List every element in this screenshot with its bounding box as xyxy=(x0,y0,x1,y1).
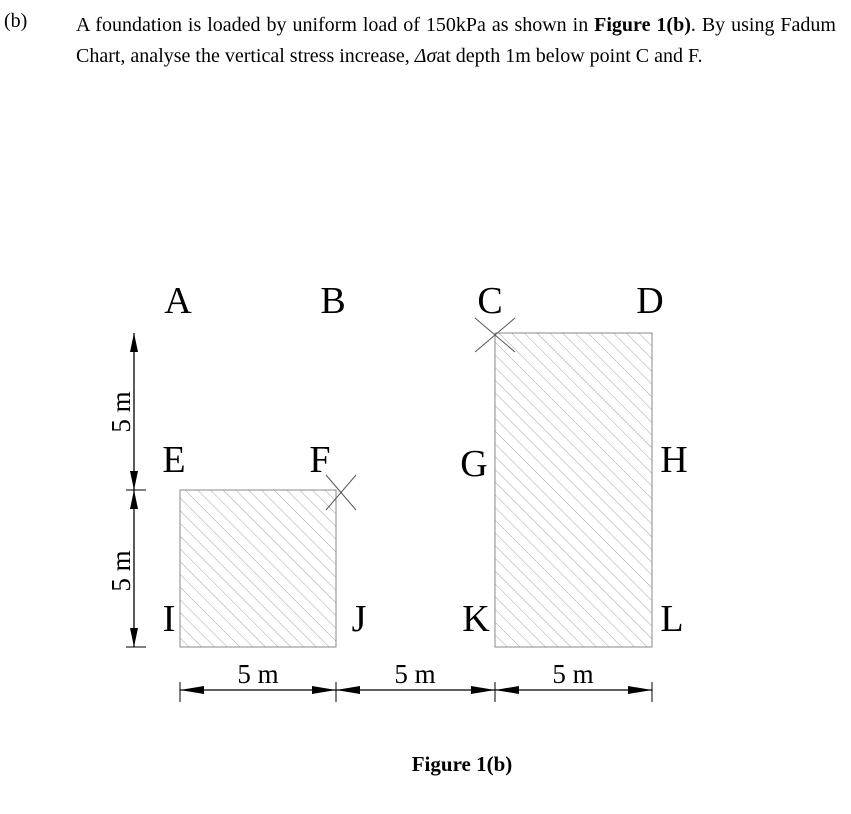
point-label-d: D xyxy=(636,280,664,322)
dim-bottom-1: 5 m xyxy=(237,659,279,689)
point-label-h: H xyxy=(660,439,688,481)
question-text-part3: at depth 1m below point C and F. xyxy=(436,45,703,67)
point-label-c: C xyxy=(477,280,503,322)
point-label-l: L xyxy=(660,598,684,640)
point-label-e: E xyxy=(162,439,186,481)
point-label-g: G xyxy=(460,443,488,485)
point-label-k: K xyxy=(462,598,490,640)
figure-reference: Figure 1(b) xyxy=(594,14,691,36)
delta-sigma-symbol: Δσ xyxy=(414,45,437,67)
point-label-i: I xyxy=(162,598,176,640)
vertical-dimension xyxy=(126,333,146,647)
right-foundation xyxy=(495,333,652,647)
point-label-j: J xyxy=(351,598,367,640)
dim-bottom-2: 5 m xyxy=(394,659,436,689)
point-label-a: A xyxy=(164,280,192,322)
question-text-part1: A foundation is loaded by uniform load of 150kPa as shown in xyxy=(76,14,595,36)
left-foundation xyxy=(180,490,336,647)
question-number: (b) xyxy=(4,10,28,32)
point-label-f: F xyxy=(309,439,331,481)
figure-caption: Figure 1(b) xyxy=(411,752,513,776)
question-text-part2: . By using Fadum Chart, analyse the vertical stress increase, xyxy=(76,14,836,67)
point-label-b: B xyxy=(320,280,346,322)
dim-left-bottom: 5 m xyxy=(106,550,136,592)
dim-left-top: 5 m xyxy=(106,391,136,433)
dim-bottom-3: 5 m xyxy=(552,659,594,689)
